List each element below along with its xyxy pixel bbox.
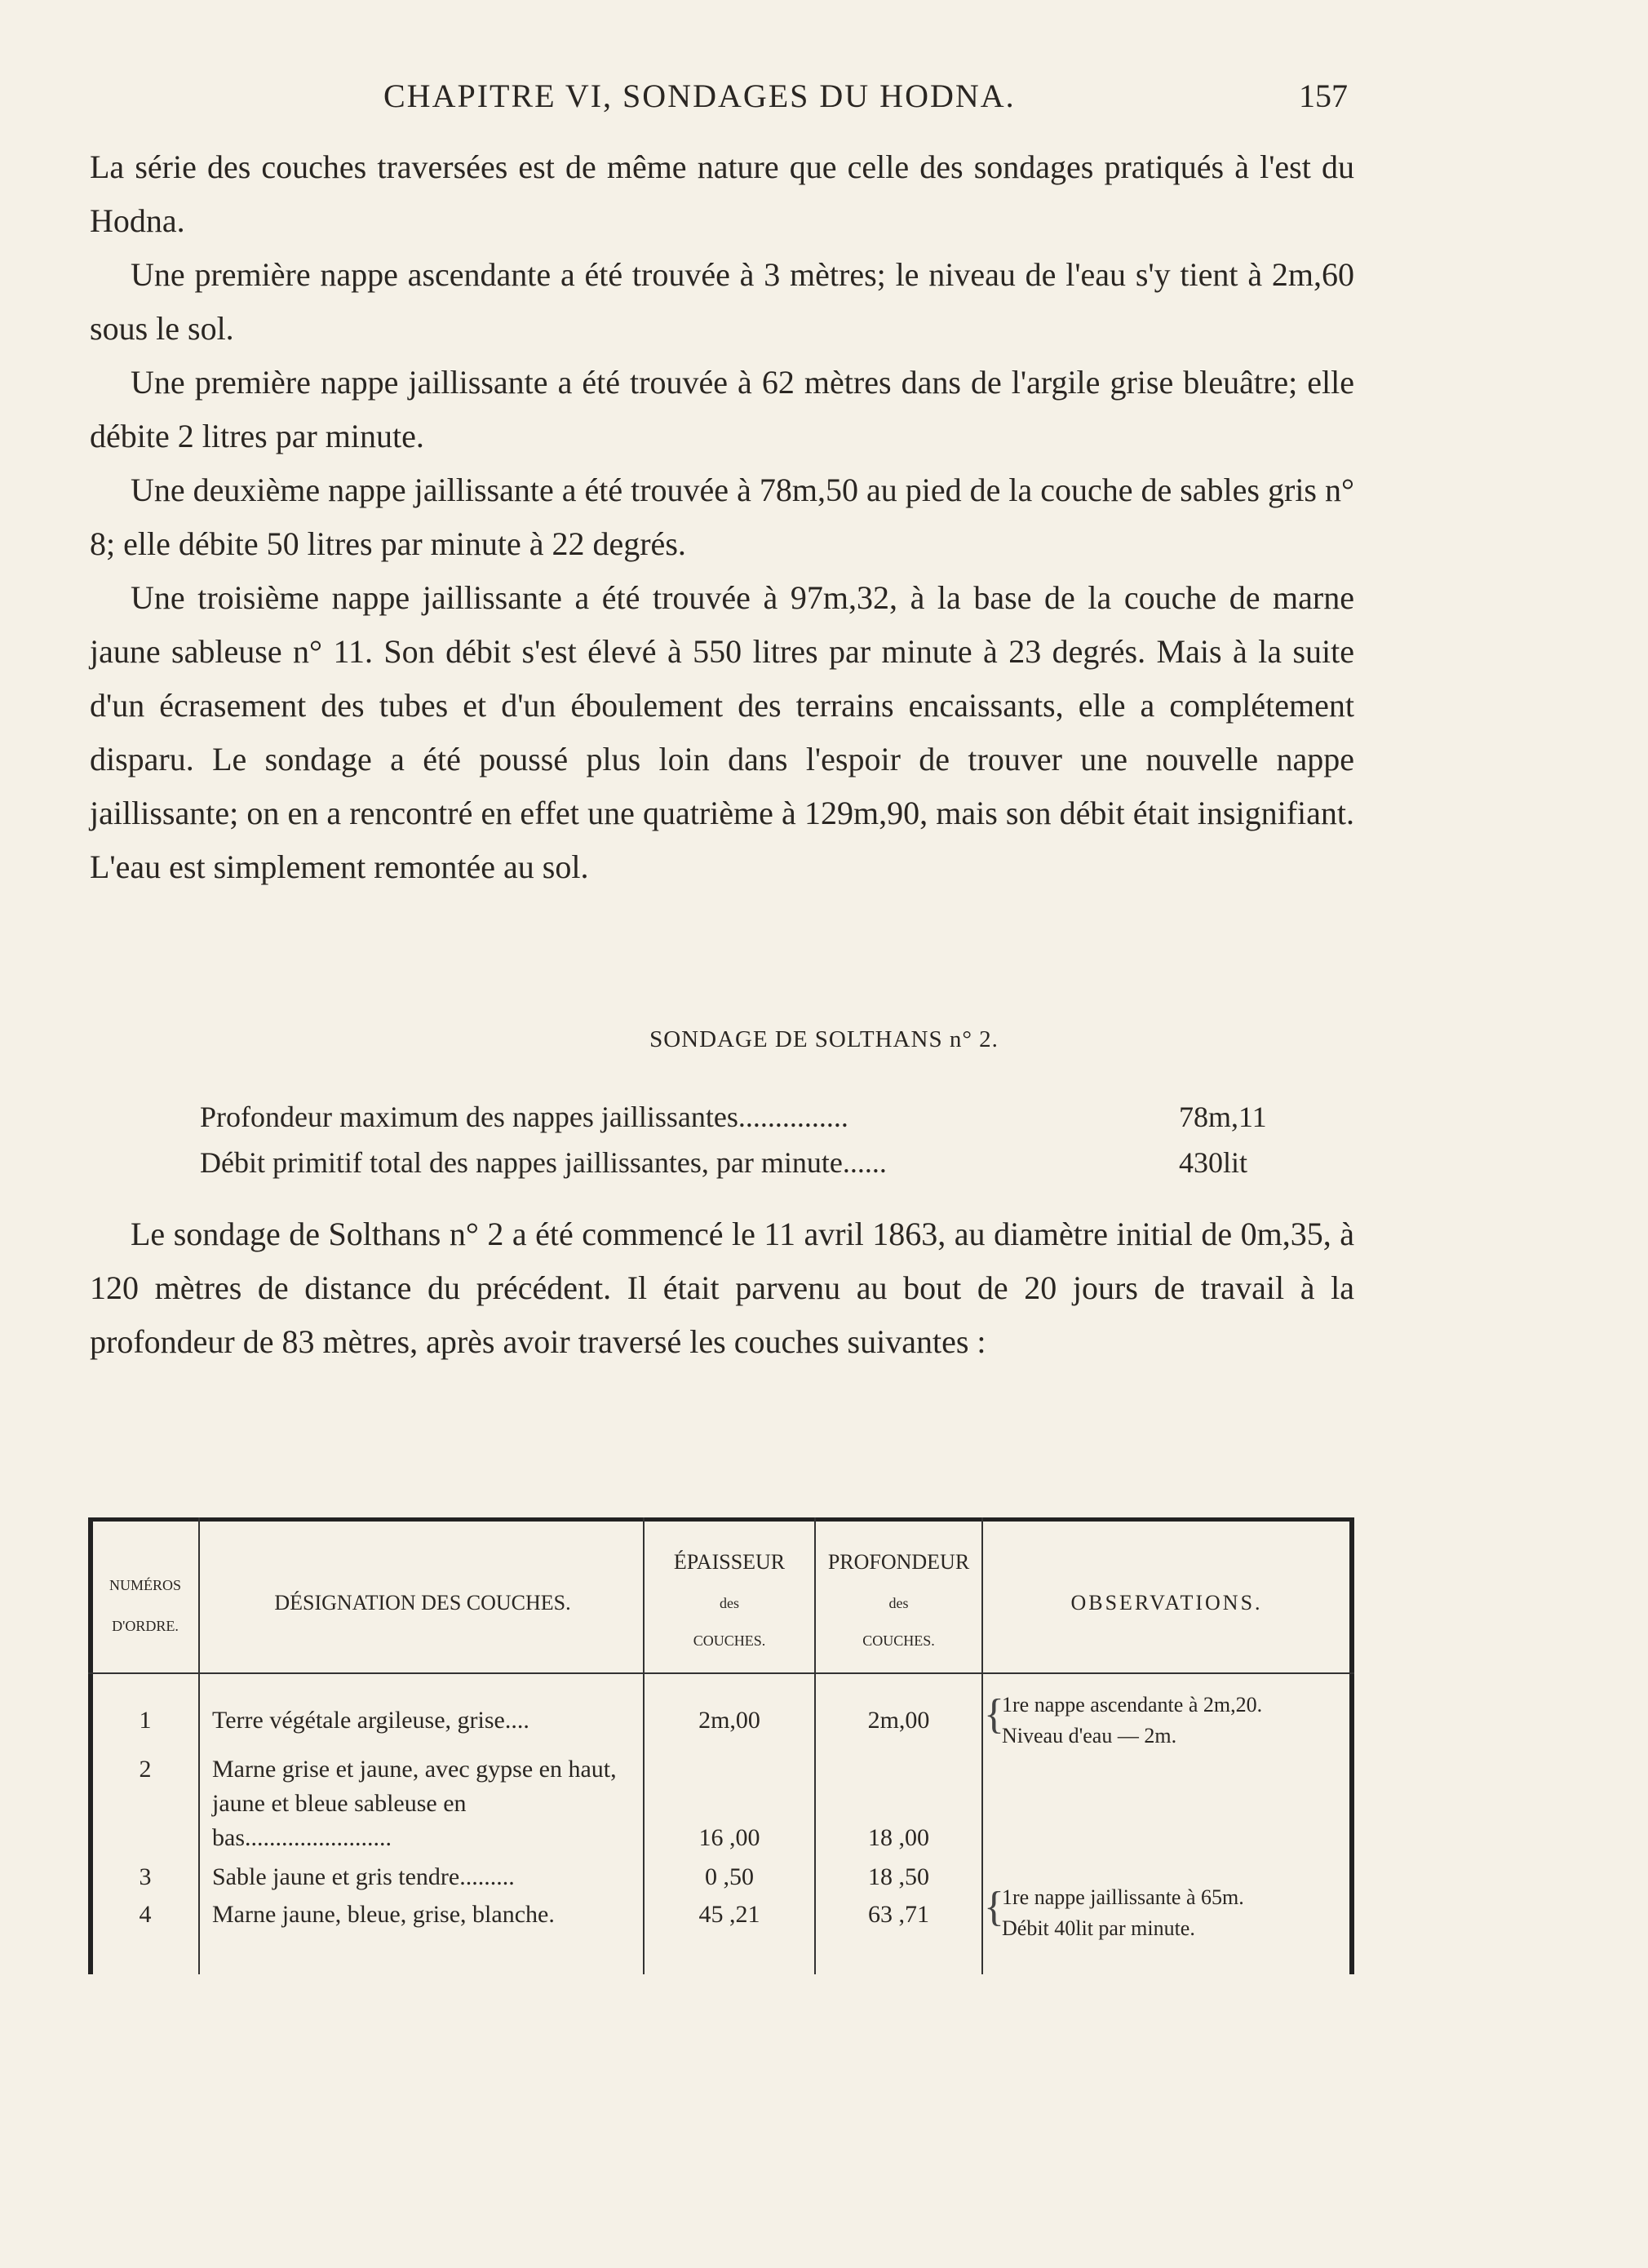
max-depth-value: 78m,11 [1179, 1101, 1267, 1133]
observation-2-line-1: 1re nappe jaillissante à 65m. [1002, 1885, 1244, 1909]
row-1-num: 1 [139, 1707, 152, 1734]
summary-line-flow [200, 1145, 1269, 1191]
row-2-epaisseur: 16 ,00 [698, 1824, 760, 1851]
strata-table [88, 1517, 1354, 1974]
paragraph: La série des couches traversées est de même nature que celle des sondages pratiqués à l'est du Hodna. [90, 148, 1354, 239]
paragraph: Le sondage de Solthans n° 2 a été commencé le 11 avril 1863, au diamètre initial de 0m,35, à 120 mètres de distance du précédent. Il était parvenu au bout de 20 jours de travail à la profondeur de 83 mètres, après avoir traversé les couches suivantes : [90, 1216, 1354, 1360]
flow-value: 430lit [1179, 1146, 1248, 1179]
section-title: SONDAGE DE SOLTHANS n° 2. [649, 1026, 999, 1052]
flow-label: Débit primitif total des nappes jaillissantes, par minute...... [200, 1146, 887, 1179]
page-number: 157 [1299, 78, 1348, 114]
observation-1-line-2: Niveau d'eau — 2m. [1002, 1724, 1177, 1748]
row-3-num: 3 [139, 1863, 152, 1890]
row-2-designation: Marne grise et jaune, avec gypse en haut, jaune et bleue sableuse en bas........................ [212, 1756, 617, 1851]
row-4-epaisseur: 45 ,21 [698, 1901, 760, 1928]
summary-line-max-depth [200, 1100, 1269, 1145]
row-2-num: 2 [139, 1756, 152, 1783]
header-numeros: NUMÉROS [109, 1577, 181, 1593]
table-top-border [88, 1517, 1354, 1522]
row-1-epaisseur: 2m,00 [698, 1707, 760, 1734]
row-3-profondeur: 18 ,50 [868, 1863, 929, 1890]
row-1-profondeur: 2m,00 [867, 1707, 930, 1734]
row-3-epaisseur: 0 ,50 [705, 1863, 754, 1890]
row-1-designation: Terre végétale argileuse, grise.... [212, 1707, 529, 1734]
max-depth-label: Profondeur maximum des nappes jaillissantes............... [200, 1101, 848, 1133]
row-3-designation: Sable jaune et gris tendre......... [212, 1863, 515, 1890]
observation-2-line-2: Débit 40lit par minute. [1002, 1916, 1195, 1940]
header-designation: DÉSIGNATION DES COUCHES. [274, 1591, 571, 1615]
column-divider [981, 1517, 983, 1974]
row-2-profondeur: 18 ,00 [868, 1824, 929, 1851]
paragraph: Une première nappe jaillissante a été trouvée à 62 mètres dans de l'argile grise bleuâtre; elle débite 2 litres par minute. [90, 364, 1354, 454]
header-epaisseur-des: des [720, 1595, 739, 1611]
observation-1-line-1: 1re nappe ascendante à 2m,20. [1002, 1693, 1263, 1717]
brace-icon: { [984, 1691, 1004, 1738]
body-text-bottom [90, 1207, 1354, 1369]
header-dordre: D'ORDRE. [112, 1618, 179, 1634]
brace-icon: { [984, 1884, 1004, 1930]
paragraph: Une deuxième nappe jaillissante a été trouvée à 78m,50 au pied de la couche de sables gris n° 8; elle débite 50 litres par minute à 22 degrés. [90, 472, 1354, 562]
header-profondeur: PROFONDEUR [827, 1550, 970, 1574]
table-right-border [1349, 1517, 1354, 1974]
header-profondeur-couches: COUCHES. [862, 1632, 935, 1649]
header-observations: OBSERVATIONS. [1070, 1591, 1263, 1615]
paragraph: Une première nappe ascendante a été trouvée à 3 mètres; le niveau de l'eau s'y tient à 2m,60 sous le sol. [90, 256, 1354, 347]
header-epaisseur-couches: COUCHES. [693, 1632, 766, 1649]
header-divider [88, 1672, 1354, 1674]
row-4-profondeur: 63 ,71 [868, 1901, 929, 1928]
header-profondeur-des: des [888, 1595, 909, 1611]
column-divider [198, 1517, 200, 1974]
header-epaisseur: ÉPAISSEUR [673, 1550, 786, 1574]
row-4-num: 4 [139, 1901, 152, 1928]
paragraph: Une troisième nappe jaillissante a été trouvée à 97m,32, à la base de la couche de marne jaune sableuse n° 11. Son débit s'est élevé à 550 litres par minute à 23 degrés. Mais à la suite d'un écrasement des tubes et d'un éboulement des terrains encaissants, elle a complétement disparu. Le sondage a été poussé plus loin dans l'espoir de trouver une nouvelle nappe jaillissante; on en a rencontré en effet une quatrième à 129m,90, mais son débit était insignifiant. L'eau est simplement remontée au sol. [90, 579, 1354, 885]
row-4-designation: Marne jaune, bleue, grise, blanche. [212, 1901, 555, 1928]
running-head: CHAPITRE VI, SONDAGES DU HODNA. [383, 78, 1016, 114]
body-text-top [90, 140, 1354, 894]
